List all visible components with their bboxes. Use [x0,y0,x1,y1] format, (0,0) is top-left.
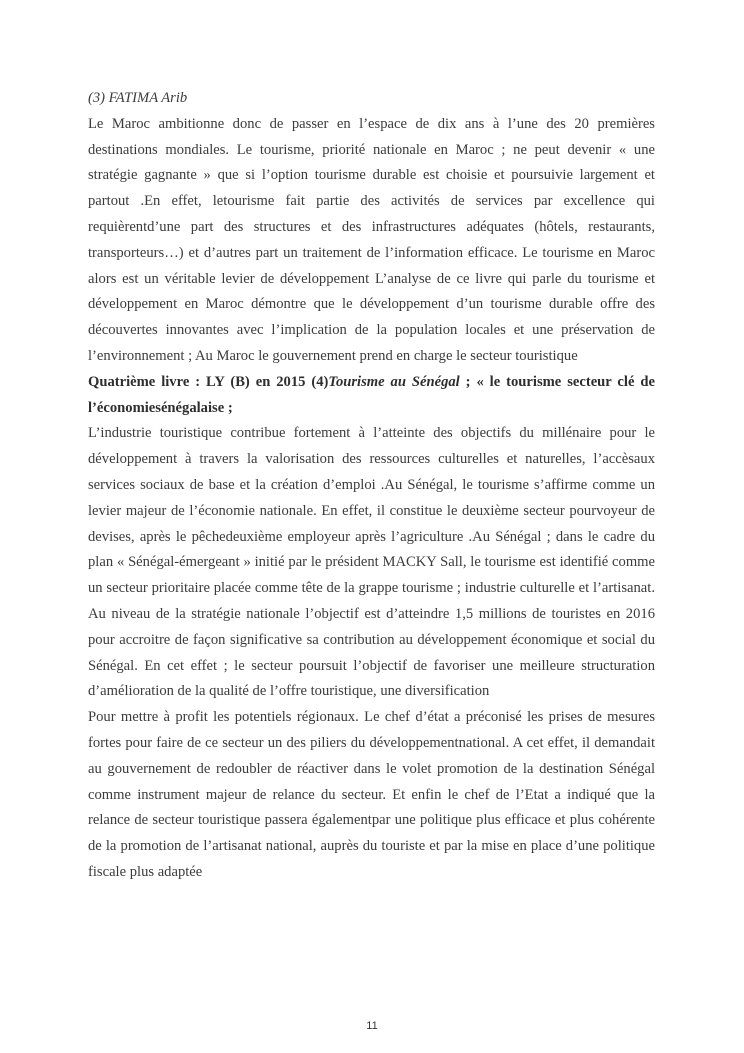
paragraph-senegal-measures: Pour mettre à profit les potentiels régionaux. Le chef d’état a préconisé les prises de mesures fortes pour faire de ce secteur un des piliers du développementnational. A cet effet, il demandait au gouvernement de redoubler de réactiver dans le volet promotion de la destination Sénégal comme instrument majeur de relance du secteur. Et enfin le chef de l’Etat a indiqué que la relance de secteur touristique passera égalementpar une politique plus efficace et plus cohérente de la promotion de l’artisanat national, auprès du touriste et par la mise en place d’une politique fiscale plus adaptée [88,709,655,880]
section-heading [88,370,655,422]
paragraph-senegal-industry: L’industrie touristique contribue fortement à l’atteinte des objectifs du millénaire pour le développement à travers la valorisation des ressources culturelles et naturelles, l’accèsaux services sociaux de base et la création d’emploi .Au Sénégal, le tourisme s’affirme comme un levier majeur de l’économie nationale. En effet, il constitue le deuxième secteur pourvoyeur de devises, après le pêchedeuxième employeur après l’agriculture .Au Sénégal ; dans le cadre du plan « Sénégal-émergeant » initié par le président MACKY Sall, le tourisme est identifié comme un secteur prioritaire placée comme tête de la grappe tourisme ; industrie culturelle et l’artisanat. Au niveau de la stratégie nationale l’objectif est d’atteindre 1,5 millions de touristes en 2016 pour accroitre de façon significative sa contribution au développement économique et social du Sénégal. En cet effet ; le secteur poursuit l’objectif de favoriser une meilleure structuration d’amélioration de la qualité de l’offre touristique, une diversification [88,425,655,700]
page-body [88,86,655,886]
heading-part1: Quatrième livre : LY (B) en 2015 (4) [88,373,329,390]
page-number: 11 [366,1020,378,1032]
reference-footnote: (3) FATIMA Arib [88,90,188,106]
paragraph-maroc: Le Maroc ambitionne donc de passer en l’espace de dix ans à l’une des 20 premières destinations mondiales. Le tourisme, priorité nationale en Maroc ; ne peut devenir « une stratégie gagnante » que si l’option tourisme durable est choisie et poursuivie largement et partout .En effet, letourisme fait partie des activités de services par excellence qui requièrentd’une part des structures et des infrastructures adéquates (hôtels, restaurants, transporteurs…) et d’autres part un traitement de l’information efficace. Le tourisme en Maroc alors est un véritable levier de développement L’analyse de ce livre qui parle du tourisme et développement en Maroc démontre que le développement d’un tourisme durable offre des découvertes innovantes avec l’implication de la population locales et une préservation de l’environnement ; Au Maroc le gouvernement prend en charge le secteur touristique [88,115,655,364]
heading-book-title: Tourisme au Sénégal [328,373,460,390]
heading-part2: ; « le tourisme secteur clé de l’économiesénégalaise ; [88,373,655,416]
